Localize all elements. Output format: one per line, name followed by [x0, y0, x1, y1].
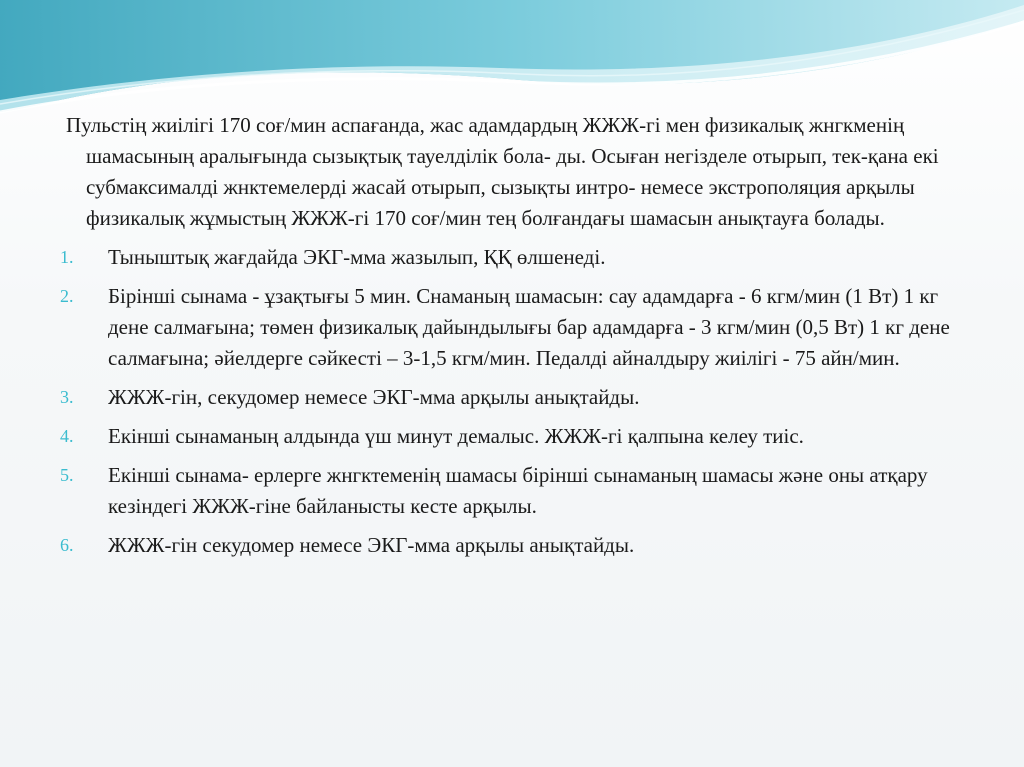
- list-item-text: ЖЖЖ-гін, секудомер немесе ЭКГ-мма арқылы анықтайды.: [108, 385, 640, 409]
- list-item: [60, 281, 960, 374]
- steps-list: [60, 242, 960, 561]
- list-number: 5.: [60, 465, 74, 485]
- list-item: [60, 242, 960, 273]
- list-number: 3.: [60, 387, 74, 407]
- list-item: [60, 530, 960, 561]
- list-number: 1.: [60, 247, 74, 267]
- list-item: [60, 382, 960, 413]
- list-number: 6.: [60, 535, 74, 555]
- list-number: 4.: [60, 426, 74, 446]
- list-item-text: Бірінші сынама - ұзақтығы 5 мин. Снаманың шамасын: сау адамдарға - 6 кгм/мин (1 Вт) 1 кг дене салмағына; төмен физикалық дайындылығы бар адамдарға - 3 кгм/мин (0,5 Вт) 1 кг дене салмағына; әйелдерге сәйкесті – 3-1,5 кгм/мин. Педалді айналдыру жиілігі - 75 айн/мин.: [108, 284, 950, 370]
- intro-paragraph: Пульстің жиілігі 170 соғ/мин аспағанда, жас адамдардың ЖЖЖ-гі мен физикалық жнгкменің шамасының аралығында сызықтық тауелділік бола- ды. Осыған негізделе отырып, тек-қана екі субмаксималді жнктемелерді жасай отырып, сызықты интро- немесе экстрополяция арқылы физикалық жұмыстың ЖЖЖ-гі 170 соғ/мин тең болғандағы шамасын анықтауға болады.: [66, 113, 939, 230]
- list-item-text: Екінші сынама- ерлерге жнгктеменің шамасы бірінші сынаманың шамасы және оны атқару кезіндегі ЖЖЖ-гіне байланысты кесте арқылы.: [108, 463, 928, 518]
- list-number: 2.: [60, 286, 74, 306]
- list-item-text: Тыныштық жағдайда ЭКГ-мма жазылып, ҚҚ өлшенеді.: [108, 245, 606, 269]
- list-item: [60, 460, 960, 522]
- list-item-text: ЖЖЖ-гін секудомер немесе ЭКГ-мма арқылы анықтайды.: [108, 533, 635, 557]
- list-item-text: Екінші сынаманың алдында үш минут демалыс. ЖЖЖ-гі қалпына келеу тиіс.: [108, 424, 804, 448]
- list-item: [60, 421, 960, 452]
- slide-content: [60, 110, 960, 569]
